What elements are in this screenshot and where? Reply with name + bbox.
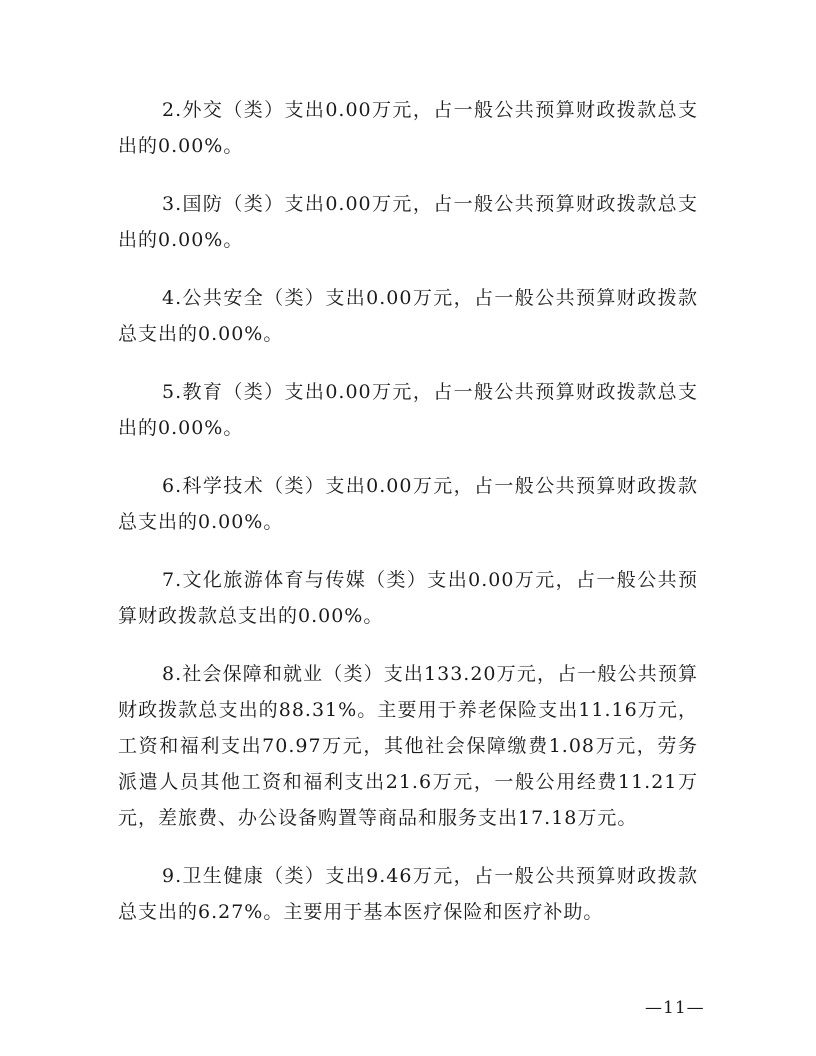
paragraph-foreign-affairs: 2.外交（类）支出0.00万元，占一般公共预算财政拨款总支出的0.00%。 — [118, 99, 698, 157]
paragraph-health: 9.卫生健康（类）支出9.46万元，占一般公共预算财政拨款总支出的6.27%。主要用于基本医疗保险和医疗补助。 — [118, 865, 698, 923]
paragraph-national-defense: 3.国防（类）支出0.00万元，占一般公共预算财政拨款总支出的0.00%。 — [118, 193, 698, 251]
paragraph-culture-tourism-sports-media: 7.文化旅游体育与传媒（类）支出0.00万元，占一般公共预算财政拨款总支出的0.00%。 — [118, 569, 698, 627]
paragraph-social-security-employment: 8.社会保障和就业（类）支出133.20万元，占一般公共预算财政拨款总支出的88.31%。主要用于养老保险支出11.16万元，工资和福利支出70.97万元，其他社会保障缴费1.08万元，劳务派遣人员其他工资和福利支出21.6万元，一般公用经费11.21万元，差旅费、办公设备购置等商品和服务支出17.18万元。 — [118, 663, 698, 829]
paragraph-science-technology: 6.科学技术（类）支出0.00万元，占一般公共预算财政拨款总支出的0.00%。 — [118, 475, 698, 533]
document-body — [118, 92, 698, 952]
paragraph-public-security: 4.公共安全（类）支出0.00万元，占一般公共预算财政拨款总支出的0.00%。 — [118, 287, 698, 345]
paragraph-education: 5.教育（类）支出0.00万元，占一般公共预算财政拨款总支出的0.00%。 — [118, 381, 698, 439]
page-number: —11— — [645, 998, 705, 1018]
